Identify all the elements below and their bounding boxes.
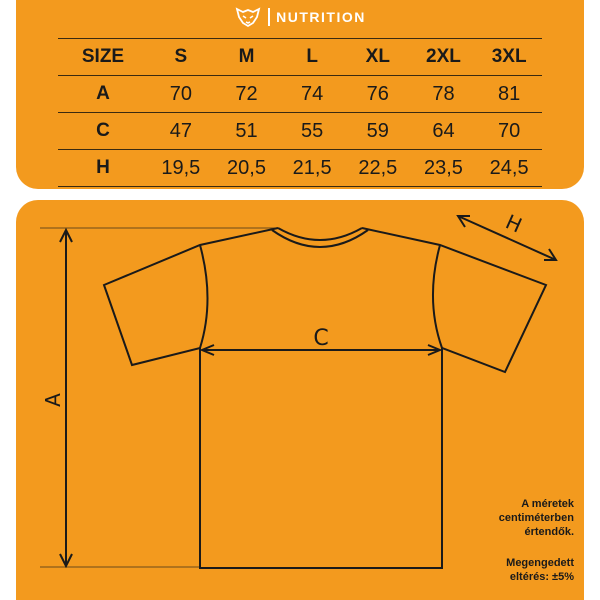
table-cell: 72 — [214, 76, 280, 113]
label-a: A — [41, 393, 65, 407]
table-cell: 64 — [411, 113, 477, 150]
table-row — [58, 150, 542, 187]
brand-name: NUTRITION — [276, 9, 366, 25]
table-cell: 70 — [476, 113, 542, 150]
units-note-line: A méretek — [521, 498, 574, 510]
table-row — [58, 113, 542, 150]
table-cell: 47 — [148, 113, 214, 150]
tolerance-note-line: eltérés: ±5% — [509, 571, 574, 583]
table-cell: 74 — [279, 76, 345, 113]
table-cell: 22,5 — [345, 150, 411, 187]
table-cell: 76 — [345, 76, 411, 113]
size-col-l: L — [279, 39, 345, 76]
table-cell: 70 — [148, 76, 214, 113]
row-label-c: C — [58, 113, 148, 150]
table-cell: 55 — [279, 113, 345, 150]
size-col-s: S — [148, 39, 214, 76]
tshirt-diagram — [0, 200, 600, 600]
table-cell: 20,5 — [214, 150, 280, 187]
table-cell: 24,5 — [476, 150, 542, 187]
size-col-3xl: 3XL — [476, 39, 542, 76]
label-h: H — [502, 209, 526, 238]
row-label-a: A — [58, 76, 148, 113]
size-header-row — [58, 39, 542, 76]
size-table — [58, 38, 542, 187]
tolerance-note — [454, 556, 574, 584]
label-c: C — [313, 326, 329, 351]
table-cell: 81 — [476, 76, 542, 113]
size-col-2xl: 2XL — [411, 39, 477, 76]
units-note-line: centiméterben — [498, 512, 574, 524]
table-cell: 19,5 — [148, 150, 214, 187]
table-cell: 51 — [214, 113, 280, 150]
size-col-m: M — [214, 39, 280, 76]
table-cell: 23,5 — [411, 150, 477, 187]
brand-header — [0, 6, 600, 28]
table-cell: 21,5 — [279, 150, 345, 187]
brand-separator — [268, 8, 270, 26]
table-cell: 78 — [411, 76, 477, 113]
tolerance-note-line: Megengedett — [506, 557, 574, 569]
table-cell: 59 — [345, 113, 411, 150]
table-row — [58, 76, 542, 113]
units-note — [454, 497, 574, 539]
size-col-xl: XL — [345, 39, 411, 76]
row-label-h: H — [58, 150, 148, 187]
units-note-line: értendők. — [524, 526, 574, 538]
size-corner-label: SIZE — [58, 39, 148, 76]
tiger-head-icon — [234, 6, 262, 28]
